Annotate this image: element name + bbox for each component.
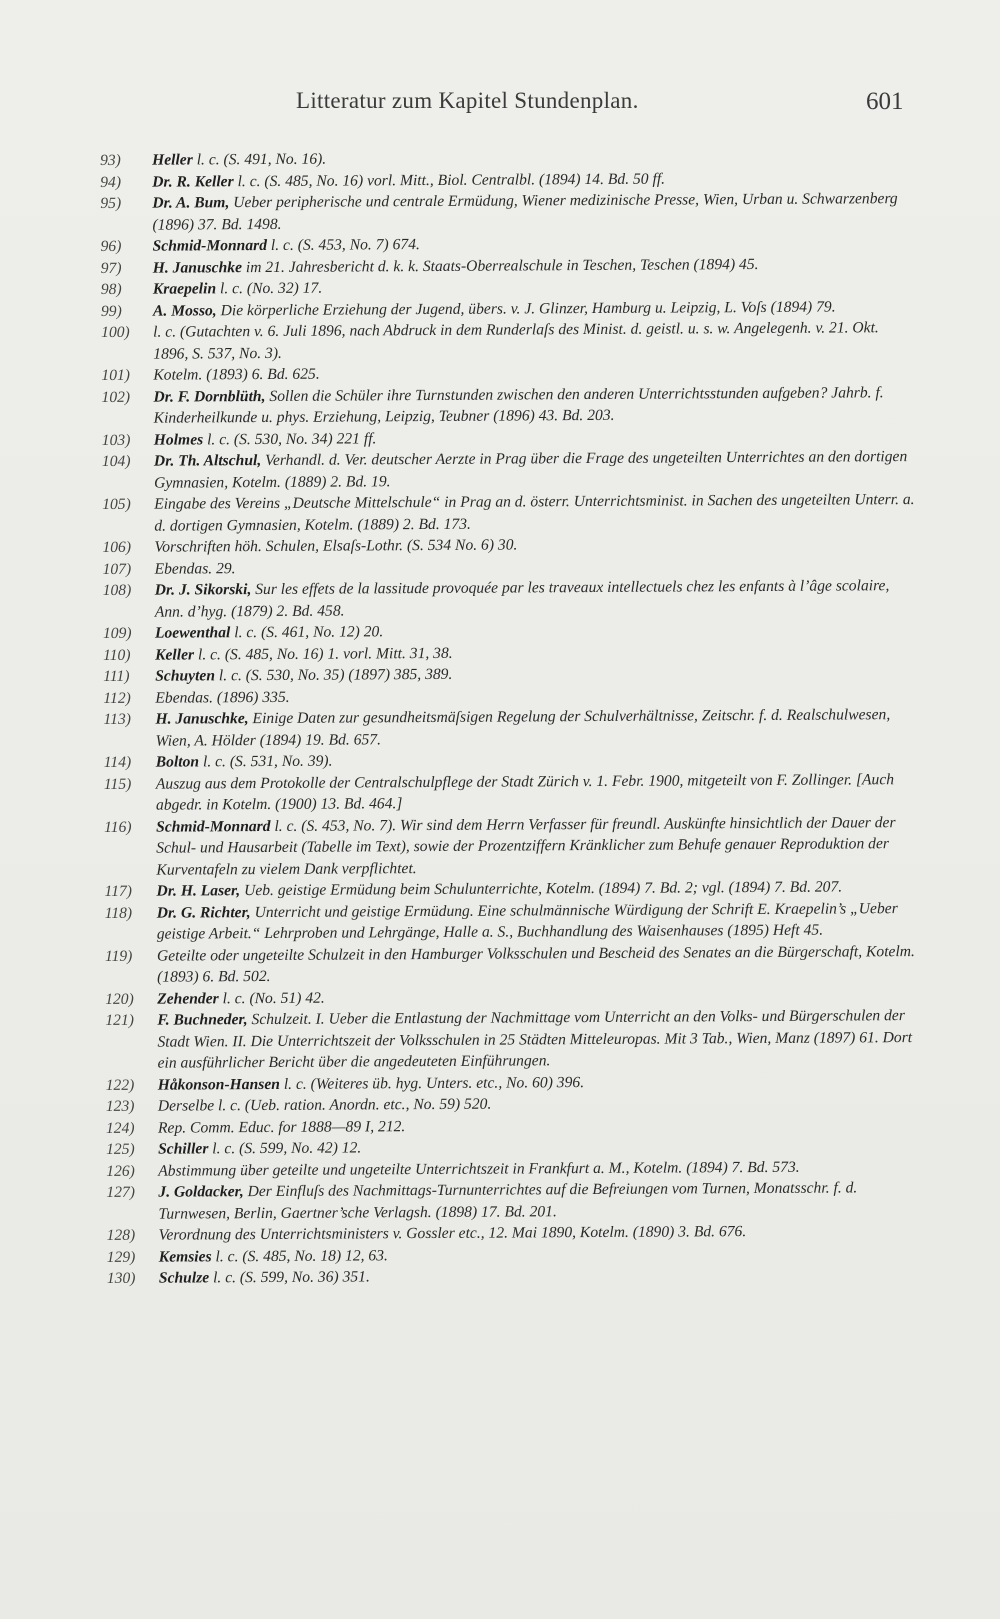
bibliography-entry [102, 489, 917, 537]
entry-body [153, 317, 916, 365]
entry-citation: Sollen die Schüler ihre Turnstunden zwischen den anderen Unterrichtsstunden aufgeben? Jahrb. f. Kinderheilkunde u. phys. Erziehung, Leipzig, Teubner (1896) 43. Bd. 203. [153, 383, 884, 427]
entry-number: 123) [105, 1097, 135, 1115]
entry-citation: Ueb. geistige Ermüdung beim Schulunterrichte, Kotelm. (1894) 7. Bd. 2; vgl. (1894) 7. Bd. 207. [240, 878, 843, 900]
entry-number: 112) [103, 689, 131, 707]
entry-number: 107) [102, 560, 132, 578]
entry-number: 106) [102, 538, 132, 556]
entry-citation: l. c. (S. 531, No. 39). [199, 752, 333, 771]
entry-body [159, 1263, 922, 1289]
bibliography-entry [105, 941, 920, 989]
entry-citation: l. c. (S. 530, No. 34) 221 ff. [203, 429, 377, 448]
entry-citation: Vorschriften höh. Schulen, Elsaſs-Lothr. (S. 534 No. 6) 30. [154, 536, 518, 556]
entry-citation: l. c. (S. 485, No. 16) 1. vorl. Mitt. 31, 38. [194, 644, 453, 663]
entry-citation: Der Einfluſs des Nachmittags-Turnunterrichtes auf die Befreiungen vom Turnen, Monatsschr. f. d. Turnwesen, Berlin, Gaertner’sche Verlagsh. (1898) 17. Bd. 201. [158, 1179, 858, 1223]
entry-body [157, 941, 920, 989]
entry-number: 104) [101, 452, 131, 470]
entry-number: 93) [100, 151, 121, 169]
entry-author: Schmid-Monnard [152, 236, 268, 255]
entry-body [153, 382, 916, 430]
entry-number: 108) [102, 581, 132, 599]
entry-number: 128) [106, 1226, 136, 1244]
entry-citation: Geteilte oder ungeteilte Schulzeit in den Hamburger Volksschulen und Bescheid des Senates an die Bürgerschaft, Kotelm. (1893) 6. Bd. 502. [156, 942, 915, 986]
entry-number: 96) [100, 237, 122, 255]
entry-author: Bolton [155, 753, 200, 771]
entry-number: 102) [101, 388, 131, 406]
entry-citation: Rep. Comm. Educ. for 1888—89 I, 212. [157, 1117, 406, 1137]
entry-author: Kemsies [158, 1247, 212, 1266]
entry-citation: Schulzeit. I. Ueber die Entlastung der Nachmittage vom Unterricht an den Volks- und Bürgerschulen der Stadt Wien. II. Die Unterrichtszeit der Volksschulen in 25 Städten Mitteleuropas. Mit 3 Tab., Wien, Manz (1897) 61. Dort ein ausführlicher Bericht über die angedeuteten Einführungen. [157, 1007, 913, 1072]
entry-number: 98) [100, 280, 122, 298]
entry-author: Dr. G. Richter, [156, 903, 251, 922]
entry-number: 129) [106, 1248, 136, 1266]
entry-number: 95) [100, 194, 122, 212]
entry-number: 127) [106, 1183, 136, 1201]
entry-number: 94) [100, 173, 122, 191]
entry-citation: l. c. (S. 485, No. 16) vorl. Mitt., Biol. Centralbl. (1894) 14. Bd. 50 ff. [233, 170, 666, 190]
entry-citation: l. c. (S. 599, No. 42) 12. [208, 1139, 362, 1158]
entry-number: 124) [105, 1119, 135, 1137]
entry-author: Schiller [158, 1140, 209, 1158]
entry-citation: Ebendas. (1896) 335. [155, 688, 290, 707]
entry-number: 116) [104, 818, 132, 836]
entry-citation: l. c. (S. 461, No. 12) 20. [230, 623, 384, 642]
entry-author: J. Goldacker, [158, 1183, 244, 1201]
bibliography-entry [100, 188, 915, 236]
entry-author: Dr. A. Bum, [152, 194, 230, 212]
entry-author: H. Januschke, [155, 710, 249, 728]
bibliography-entry [106, 1177, 921, 1225]
entry-number: 119) [104, 947, 133, 965]
entry-author: Dr. H. Laser, [156, 882, 241, 900]
entry-author: Dr. F. Dornblüth, [153, 387, 266, 406]
entry-body [157, 1005, 920, 1074]
entry-number: 114) [103, 753, 132, 771]
page-header [0, 88, 1000, 128]
entry-number: 99) [100, 302, 122, 320]
entry-body [157, 898, 920, 946]
bibliography-entry [104, 812, 919, 881]
entry-body [158, 1177, 921, 1225]
entry-citation: Ebendas. 29. [154, 559, 236, 578]
entry-citation: l. c. (No. 51) 42. [218, 989, 325, 1007]
entry-author: Dr. R. Keller [152, 172, 234, 191]
entry-author: Dr. Th. Altschul, [153, 452, 262, 470]
bibliography-entry [102, 446, 917, 494]
entry-number: 120) [105, 990, 134, 1008]
bibliography-entry [101, 382, 916, 430]
entry-citation: Verordnung des Unterrichtsministers v. Gossler etc., 12. Mai 1890, Kotelm. (1890) 3. Bd. 676. [158, 1223, 747, 1244]
entry-number: 121) [105, 1011, 134, 1029]
entry-author: Schulze [158, 1269, 210, 1287]
entry-body [154, 489, 917, 537]
entry-number: 126) [106, 1162, 135, 1180]
entry-citation: Verhandl. d. Ver. deutscher Aerzte in Prag über die Frage des ungeteilten Unterrichtes an den dortigen Gymnasien, Kotelm. (1889) 2. Bd. 19. [153, 448, 908, 492]
entry-number: 110) [103, 646, 131, 664]
entry-citation: Die körperliche Erziehung der Jugend, übers. v. J. Glinzer, Hamburg u. Leipzig, L. Voſs (1894) 79. [216, 298, 836, 319]
entry-author: Kraepelin [152, 280, 217, 298]
bibliography-entry [107, 1263, 922, 1289]
entry-author: Dr. J. Sikorski, [154, 581, 252, 599]
entry-author: Heller [152, 151, 193, 169]
entry-citation: l. c. (S. 485, No. 18) 12, 63. [211, 1246, 388, 1265]
entry-citation: l. c. (S. 453, No. 7) 674. [266, 236, 420, 254]
running-head: Litteratur zum Kapitel Stundenplan. [296, 88, 639, 113]
entry-number: 122) [105, 1076, 135, 1094]
entry-author: F. Buchneder, [157, 1011, 248, 1029]
entry-author: Schuyten [155, 667, 216, 685]
page-number: 601 [866, 88, 904, 115]
bibliography-list [100, 145, 922, 1289]
entry-author: A. Mosso, [152, 301, 217, 320]
entry-citation: Unterricht und geistige Ermüdung. Eine schulmännische Würdigung der Schrift E. Kraepelin’s „Ueber geistige Arbeit.“ Lehrproben und Lehrgänge, Halle a. S., Buchhandlung des Waisenhauses (1895) Heft 45. [156, 899, 898, 943]
bibliography-entry [104, 769, 919, 817]
entry-citation: l. c. (S. 491, No. 16). [192, 150, 327, 169]
entry-number: 105) [102, 495, 131, 513]
entry-citation: Ueber peripherische und centrale Ermüdung, Wiener medizinische Presse, Wien, Urban u. Schwarzenberg (1896) 37. Bd. 1498. [152, 190, 898, 234]
entry-author: Holmes [153, 430, 204, 449]
bibliography-entry [103, 704, 918, 752]
entry-author: Loewenthal [154, 624, 231, 642]
entry-author: Schmid-Monnard [156, 817, 271, 836]
bibliography-entry [105, 1005, 920, 1074]
entry-citation: l. c. (No. 32) 17. [216, 279, 323, 298]
entry-author: H. Januschke [152, 258, 243, 277]
entry-citation: Auszug aus dem Protokolle der Centralschulpflege der Stadt Zürich v. 1. Febr. 1900, mitgeteilt von F. Zollinger. [Auch abgedr. in Kotelm. (1900) 13. Bd. 464.] [155, 770, 895, 814]
entry-citation: Derselbe l. c. (Ueb. ration. Anordn. etc., No. 59) 520. [157, 1095, 492, 1115]
entry-citation: l. c. (S. 530, No. 35) (1897) 385, 389. [214, 665, 453, 685]
entry-citation: l. c. (Gutachten v. 6. Juli 1896, nach Abdruck in dem Runderlaſs des Minist. d. geistl. u. s. w. Angelegenh. v. 21. Okt. 1896, S. 537, No. 3). [153, 319, 879, 363]
entry-number: 113) [103, 710, 131, 728]
entry-number: 109) [102, 624, 132, 642]
entry-number: 103) [101, 431, 131, 449]
entry-number: 101) [101, 366, 131, 384]
entry-citation: Abstimmung über geteilte und ungeteilte Unterrichtszeit in Frankfurt a. M., Kotelm. (1894) 7. Bd. 573. [158, 1158, 800, 1180]
entry-citation: im 21. Jahresbericht d. k. k. Staats-Oberrealschule in Teschen, Teschen (1894) 45. [241, 255, 759, 276]
entry-body [156, 812, 919, 881]
entry-number: 125) [106, 1140, 135, 1158]
entry-number: 115) [103, 775, 132, 793]
entry-number: 118) [104, 904, 133, 922]
entry-citation: l. c. (S. 453, No. 7). Wir sind dem Herrn Verfasser für freundl. Auskünfte hinsichtlich der Dauer der Schul- und Hausarbeit (Tabelle im Text), sowie der Prozentziffern Kränklicher zum Behufe genauer Reproduktion der Kurventafeln zu vielem Dank verpflichtet. [156, 813, 896, 879]
entry-number: 111) [103, 667, 130, 685]
entry-citation: l. c. (Weiteres üb. hyg. Unters. etc., No. 60) 396. [279, 1073, 585, 1093]
entry-author: Zehender [157, 989, 219, 1008]
entry-number: 117) [104, 882, 133, 900]
entry-body [152, 188, 915, 236]
entry-citation: Eingabe des Vereins „Deutsche Mittelschule“ in Prag an d. österr. Unterrichtsminist. in Sachen des ungeteilten Unterr. a. d. dortigen Gymnasien, Kotelm. (1889) 2. Bd. 173. [154, 491, 915, 535]
bibliography-entry [105, 898, 920, 946]
entry-number: 100) [101, 323, 130, 341]
entry-number: 130) [106, 1269, 136, 1287]
entry-citation: Einige Daten zur gesundheitsmäſsigen Regelung der Schulverhältnisse, Zeitschr. f. d. Realschulwesen, Wien, A. Hölder (1894) 19. Bd. 657. [155, 706, 891, 750]
bibliography-entry [103, 575, 918, 623]
entry-citation: l. c. (S. 599, No. 36) 351. [209, 1268, 370, 1287]
entry-body [155, 575, 918, 623]
entry-author: Keller [155, 645, 195, 664]
entry-body [156, 769, 919, 817]
entry-citation: Kotelm. (1893) 6. Bd. 625. [153, 365, 320, 384]
entry-body [155, 704, 918, 752]
entry-citation: Sur les effets de la lassitude provoquée par les traveaux intellectuels chez les enfants à l’âge scolaire, Ann. d’hyg. (1879) 2. Bd. 458. [154, 577, 890, 621]
entry-body [154, 446, 917, 494]
entry-number: 97) [100, 259, 122, 277]
bibliography-entry [101, 317, 916, 365]
entry-author: Håkonson-Hansen [157, 1075, 280, 1094]
